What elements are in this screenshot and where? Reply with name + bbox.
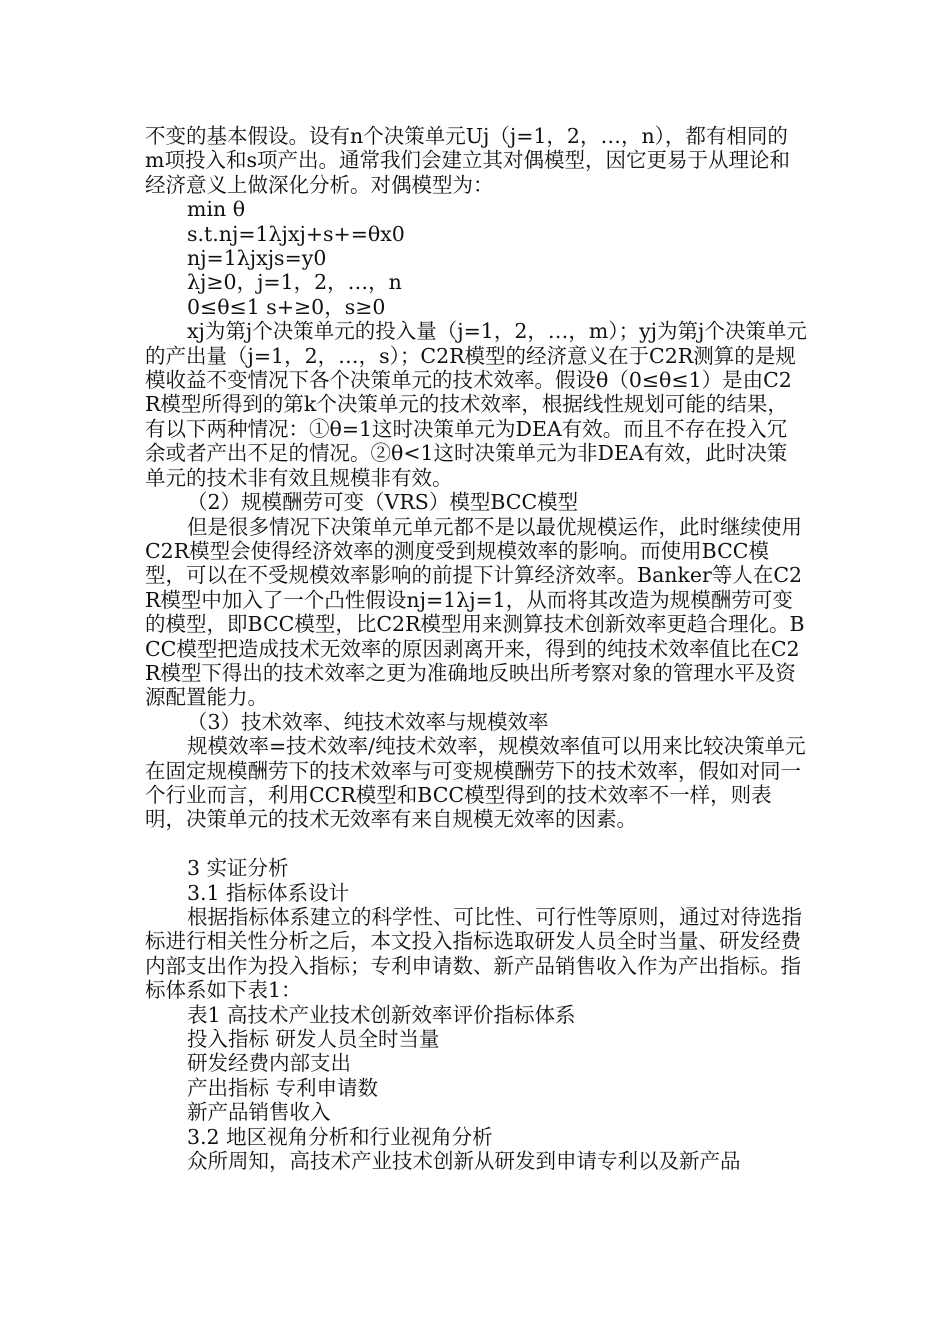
blank-line [145,832,807,856]
paragraph-c2r-meaning: xj为第j个决策单元的投入量（j=1，2，…，m）；yj为第j个决策单元的产出量（j=1，2，…，s）；C2R模型的经济意义在于C2R测算的是规模收益不变情况下各个决策单元的技术效率。假设θ（0≤θ≤1）是由C2R模型所得到的第k个决策单元的技术效率，根据线性规划可能的结果，有以下两种情况：①θ=1这时决策单元为DEA有效。而且不存在投入冗余或者产出不足的情况。②θ<1这时决策单元为非DEA有效，此时决策单元的技术非有效且规模非有效。 [145,319,807,490]
heading-empirical-analysis: 3 实证分析 [187,856,289,881]
paragraph-scale-efficiency: 规模效率=技术效率/纯技术效率，规模效率值可以用来比较决策单元在固定规模酬劳下的技术效率与可变规模酬劳下的技术效率，假如对同一个行业而言，利用CCR模型和BCC模型得到的技术效率不一样，则表明，决策单元的技术无效率有来自规模无效率的因素。 [145,734,806,832]
heading-indicator-design: 3.1 指标体系设计 [187,880,350,905]
equation-constraint-output: nj=1λjxjs=y0 [187,246,327,271]
table-row-output-sales: 新产品销售收入 [187,1100,331,1125]
heading-region-industry-analysis: 3.2 地区视角分析和行业视角分析 [187,1124,493,1149]
equation-constraint-input: s.t.nj=1λjxj+s+=θx0 [187,221,405,246]
equation-theta-range: 0≤θ≤1 s+≥0，s≥0 [187,294,386,319]
table-row-input-funding: 研发经费内部支出 [187,1051,351,1076]
paragraph-bcc-description: 但是很多情况下决策单元单元都不是以最优规模运作，此时继续使用C2R模型会使得经济效率的测度受到规模效率的影响。而使用BCC模型，可以在不受规模效率影响的前提下计算经济效率。Banker等人在C2R模型中加入了一个凸性假设nj=1λj=1，从而将其改造为规模酬劳可变的模型，即BCC模型，比C2R模型用来测算技术创新效率更趋合理化。BCC模型把造成技术无效率的原因剥离开来，得到的纯技术效率值比在C2R模型下得出的技术效率之更为准确地反映出所考察对象的管理水平及资源配置能力。 [145,514,805,710]
equation-lambda-range: λj≥0，j=1，2，…，n [187,270,402,295]
paragraph-indicator-selection: 根据指标体系建立的科学性、可比性、可行性等原则，通过对待选指标进行相关性分析之后，本文投入指标选取研发人员全时当量、研发经费内部支出作为投入指标；专利申请数、新产品销售收入作为产出指标。指标体系如下表1： [145,904,802,1003]
table-caption: 表1 高技术产业技术创新效率评价指标体系 [187,1002,576,1027]
table-row-input-personnel: 投入指标 研发人员全时当量 [187,1027,440,1052]
document-body [145,124,807,1173]
paragraph-analysis-intro: 众所周知，高技术产业技术创新从研发到申请专利以及新产品 [187,1149,741,1174]
heading-bcc-model: （2）规模酬劳可变（VRS）模型BCC模型 [187,490,579,515]
paragraph-dea-assumption: 不变的基本假设。设有n个决策单元Uj（j=1，2，…，n），都有相同的m项投入和s项产出。通常我们会建立其对偶模型，因它更易于从理论和经济意义上做深化分析。对偶模型为： [145,124,790,197]
heading-efficiency-types: （3）技术效率、纯技术效率与规模效率 [187,709,549,734]
equation-objective: min θ [187,197,246,222]
table-row-output-patents: 产出指标 专利申请数 [187,1075,379,1100]
